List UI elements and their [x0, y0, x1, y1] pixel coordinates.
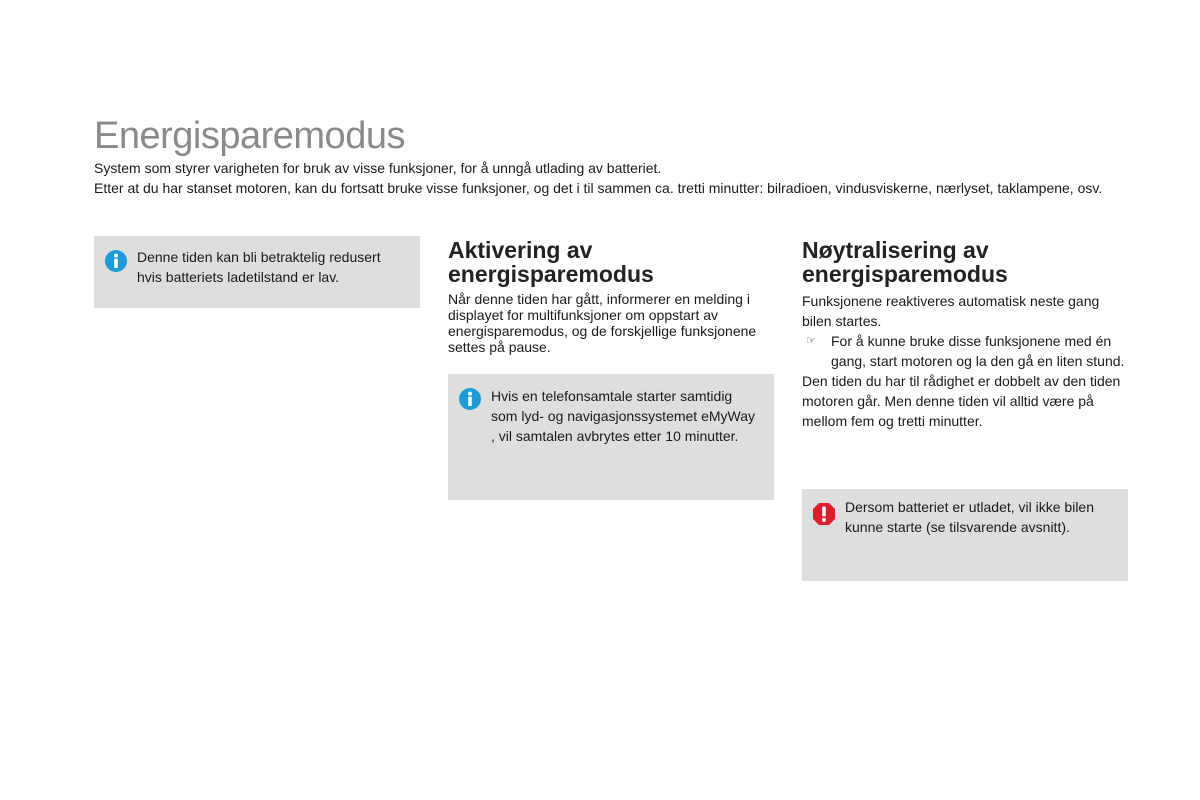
- info-icon: [459, 388, 481, 410]
- bullet-item: [802, 331, 1128, 371]
- intro-line: Etter at du har stanset motoren, kan du fortsatt bruke visse funksjoner, og det i til sammen ca. tretti minutter: bilradioen, vindusviskerne, nærlyset, taklampene, osv.: [94, 180, 1103, 196]
- bullet-text: For å kunne bruke disse funksjonene med én gang, start motoren og la den gå en liten stund.: [831, 333, 1125, 369]
- neutralization-body: [802, 291, 1128, 431]
- neutralization-heading: Nøytralisering av energisparemodus: [802, 237, 1008, 287]
- activation-heading: Aktivering av energisparemodus: [448, 237, 654, 287]
- left-column: [94, 236, 420, 308]
- warning-icon: [813, 503, 835, 525]
- pointing-hand-icon: ☞: [806, 335, 816, 347]
- activation-body: Når denne tiden har gått, informerer en melding i displayet for multifunksjoner om oppstart av energisparemodus, og de forskjellige funksjonene settes på pause.: [448, 291, 757, 355]
- info-note-text: Denne tiden kan bli betraktelig redusert hvis batteriets ladetilstand er lav.: [137, 249, 381, 285]
- warning-note-text: Dersom batteriet er utladet, vil ikke bilen kunne starte (se tilsvarende avsnitt).: [845, 499, 1094, 535]
- intro-line: System som styrer varigheten for bruk av visse funksjoner, for å unngå utlading av batteriet.: [94, 160, 662, 176]
- neutralization-section: [802, 236, 1128, 581]
- activation-section: [448, 236, 774, 500]
- info-icon: [105, 250, 127, 272]
- neutralization-paragraph: Den tiden du har til rådighet er dobbelt av den tiden motoren går. Men denne tiden vil alltid være på mellom fem og tretti minutter.: [802, 373, 1121, 429]
- page-title: Energisparemodus: [94, 115, 405, 157]
- info-note-box: [448, 374, 774, 500]
- info-note-text: Hvis en telefonsamtale starter samtidig som lyd- og navigasjonssystemet eMyWay , vil samtalen avbrytes etter 10 minutter.: [491, 388, 756, 444]
- warning-note-box: [802, 489, 1128, 581]
- info-note-box: [94, 236, 420, 308]
- intro-text: [94, 158, 1114, 198]
- neutralization-paragraph: Funksjonene reaktiveres automatisk neste gang bilen startes.: [802, 293, 1100, 329]
